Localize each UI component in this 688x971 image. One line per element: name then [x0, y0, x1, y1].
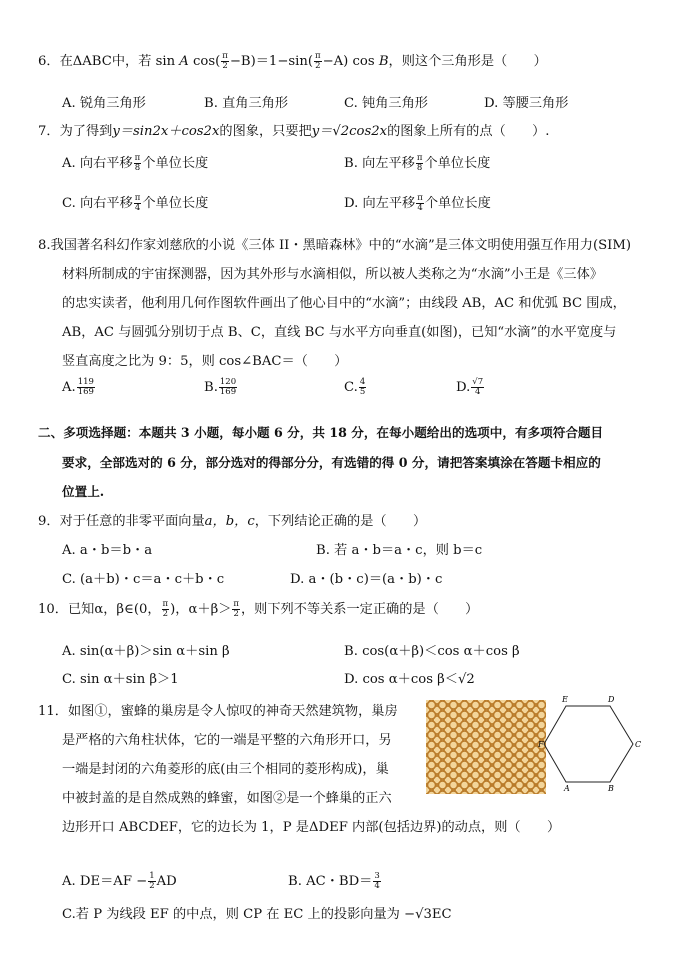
- q7-stem-part: 的图象上所有的点（ ）.: [387, 124, 550, 139]
- q10-option-b[interactable]: B. cos(α＋β)＜cos α＋cos β: [344, 644, 520, 659]
- q6-option-a[interactable]: A. 锐角三角形: [62, 96, 146, 111]
- q6-stem-part: −A) cos: [322, 54, 375, 69]
- q7-option-b[interactable]: B. 向左平移 $\frac{\pi}{8}$ 个单位长度: [344, 153, 491, 173]
- hex-label-c: C: [635, 740, 642, 749]
- q10-stem: 10．已知α，β∈(0， $\frac{\pi}{2}$ )，α＋β＞ $\frac{\pi}{2}$ ，则下列不等关系一定正确的是（ ）: [38, 599, 479, 619]
- q7-stem-part: 的图象，只要把: [219, 124, 312, 139]
- q8-line-4: AB，AC 与圆弧分别切于点 B、C，直线 BC 与水平方向垂直(如图)，已知“水滴”的水平宽度与: [62, 325, 617, 340]
- q8-line-1: 8.我国著名科幻作家刘慈欣的小说《三体 II・黑暗森林》中的“水滴”是三体文明使用强互作用力(SIM): [38, 238, 632, 253]
- q6-stem-part: ，则这个三角形是（ ）: [388, 54, 547, 69]
- q7-option-c[interactable]: C. 向右平移 $\frac{\pi}{4}$ 个单位长度: [62, 193, 209, 213]
- q6-stem: [38, 50, 547, 71]
- q9-stem: 9．对于任意的非零平面向量a，b，c，下列结论正确的是（ ）: [38, 514, 427, 529]
- hexagon-shape: [544, 706, 633, 782]
- q9-option-b[interactable]: B. 若 a・b＝a・c，则 b＝c: [316, 543, 483, 558]
- q11-option-b[interactable]: B. AC・BD＝ $\frac{3}{4}$: [288, 871, 380, 891]
- q11-line-2: 是严格的六角柱状体，它的一端是平整的六角形开口，另: [62, 733, 392, 748]
- q9-option-a[interactable]: A. a・b＝b・a: [62, 543, 153, 558]
- hex-label-a: A: [564, 784, 570, 793]
- hex-label-d: D: [608, 695, 615, 704]
- q7-option-d[interactable]: D. 向左平移 $\frac{\pi}{4}$ 个单位长度: [344, 193, 491, 213]
- q7-option-a[interactable]: A. 向右平移 $\frac{\pi}{8}$ 个单位长度: [62, 153, 209, 173]
- q6-option-d[interactable]: D. 等腰三角形: [484, 96, 569, 111]
- hex-label-e: E: [562, 695, 568, 704]
- q6-stem-var: A: [179, 54, 189, 69]
- q11-line-5: 边形开口 ABCDEF，它的边长为 1，P 是ΔDEF 内部(包括边界)的动点，则（ ）: [62, 820, 561, 835]
- q6-stem-part: −B)＝1−sin(: [229, 54, 313, 69]
- q7-stem-formula: y＝√2cos2x: [311, 124, 388, 139]
- q6-stem-var: B: [378, 54, 389, 69]
- q7-stem: [38, 120, 550, 139]
- q7-stem-formula: y＝sin2x＋cos2x: [112, 124, 220, 139]
- q8-option-a[interactable]: A. $\frac{119}{169}$: [62, 377, 94, 397]
- q8-option-b[interactable]: B. $\frac{120}{169}$: [204, 377, 237, 397]
- section2-heading-line-1: 二、多项选择题：本题共 3 小题，每小题 6 分，共 18 分，在每小题给出的选项中，有多项符合题目: [38, 425, 604, 440]
- q9-option-d[interactable]: D. a・(b・c)＝(a・b)・c: [290, 572, 443, 587]
- section2-heading-line-2: 要求，全部选对的 6 分，部分选对的得部分分，有选错的得 0 分，请把答案填涂在答题卡相应的: [62, 455, 601, 470]
- hexagon-diagram: [538, 694, 656, 794]
- q6-frac2: $\frac{\pi}{2}$: [315, 51, 321, 71]
- q8-line-3: 的忠实读者，他利用几何作图软件画出了他心目中的“水滴”；由线段 AB，AC 和优弧 BC 围成，: [62, 296, 626, 311]
- q10-option-d[interactable]: D. cos α＋cos β＜√2: [344, 672, 475, 687]
- q8-line-2: 材料所制成的宇宙探测器，因为其外形与水滴相似，所以被人类称之为“水滴”小王是《三体》: [62, 267, 603, 282]
- q6-stem-part: cos(: [193, 54, 221, 69]
- q11-line-1: 11．如图①，蜜蜂的巢房是令人惊叹的神奇天然建筑物，巢房: [38, 704, 398, 719]
- q8-option-d[interactable]: D. $\frac{√7}{4}$: [456, 377, 484, 397]
- q6-frac: $\frac{\pi}{2}$: [222, 51, 228, 71]
- q9-option-c[interactable]: C. (a＋b)・c＝a・c＋b・c: [62, 572, 225, 587]
- hex-label-f: F: [538, 740, 544, 749]
- q11-option-c[interactable]: C.若 P 为线段 EF 的中点，则 CP 在 EC 上的投影向量为 −√3EC: [62, 907, 452, 922]
- q11-line-4: 中被封盖的是自然成熟的蜂蜜，如图②是一个蜂巢的正六: [62, 791, 392, 806]
- honeycomb-photo: [426, 700, 546, 794]
- q10-option-a[interactable]: A. sin(α＋β)＞sin α＋sin β: [62, 644, 230, 659]
- hex-label-b: B: [608, 784, 614, 793]
- section2-heading-line-3: 位置上.: [62, 484, 105, 499]
- q11-option-a[interactable]: A. DE＝AF − $\frac{1}{2}$ AD: [62, 871, 177, 891]
- q6-option-c[interactable]: C. 钝角三角形: [344, 96, 428, 111]
- q8-option-c[interactable]: C. $\frac{4}{5}$: [344, 377, 366, 397]
- q10-option-c[interactable]: C. sin α＋sin β＞1: [62, 672, 179, 687]
- q6-stem-part: 6．在ΔABC中，若 sin: [38, 54, 176, 69]
- q6-option-b[interactable]: B. 直角三角形: [204, 96, 289, 111]
- q11-line-3: 一端是封闭的六角菱形的底(由三个相同的菱形构成)，巢: [62, 762, 389, 777]
- q8-line-5: 竖直高度之比为 9：5，则 cos∠BAC＝（ ）: [62, 354, 348, 369]
- q7-stem-part: 7．为了得到: [38, 124, 113, 139]
